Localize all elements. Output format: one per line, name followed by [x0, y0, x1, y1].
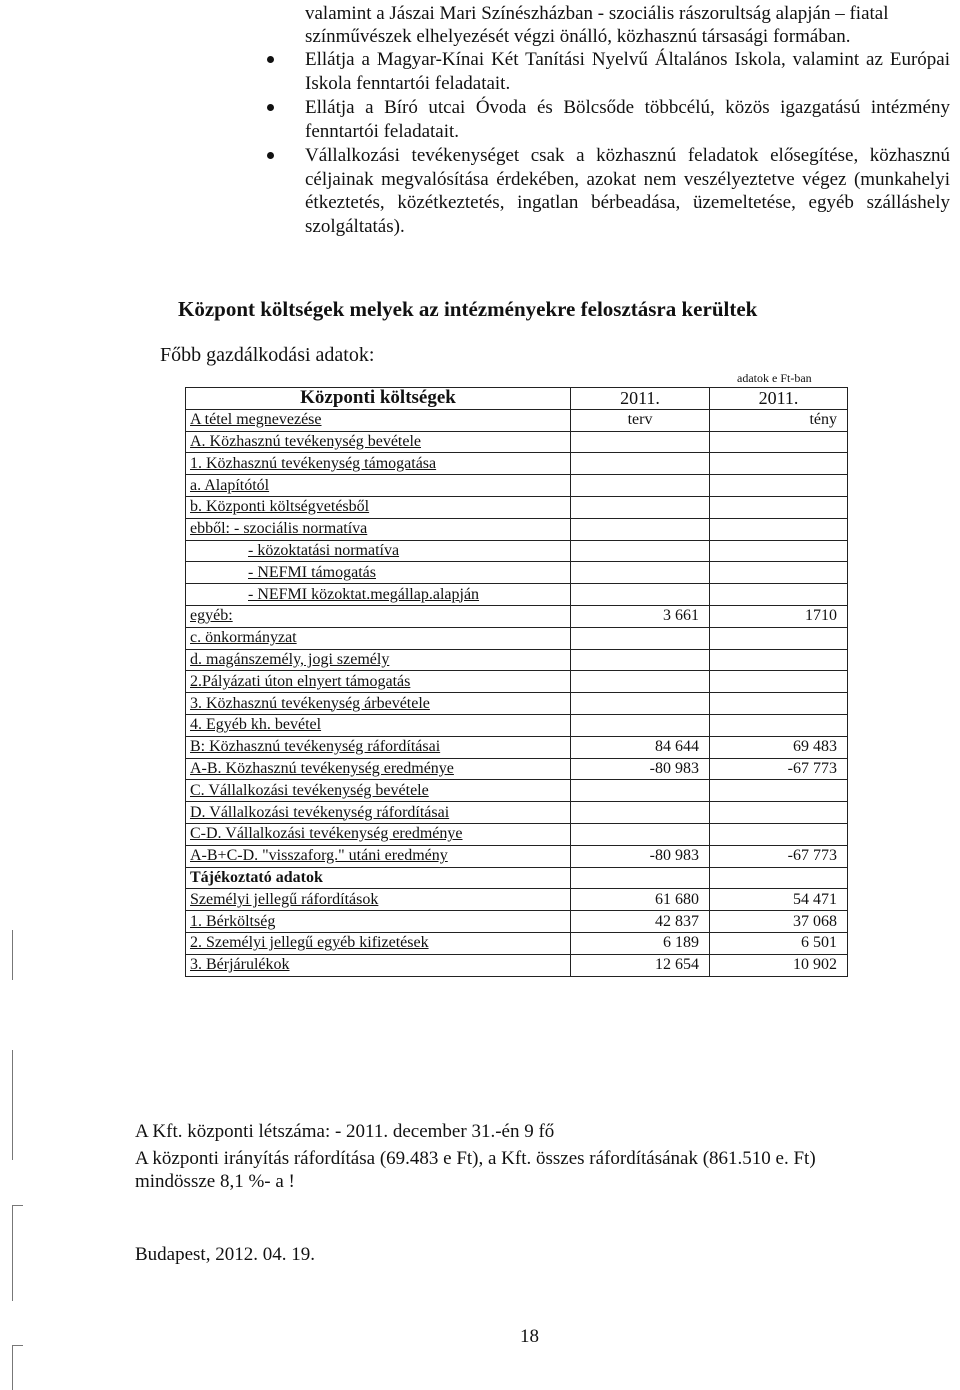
- row-label: Személyi jellegű ráfordítások: [186, 889, 571, 911]
- cost-note: A központi irányítás ráfordítása (69.483 e Ft), a Kft. összes ráfordításának (861.510 e. Ft): [135, 1148, 816, 1169]
- actual-value: -67 773: [710, 845, 848, 867]
- plan-value: [571, 562, 710, 584]
- actual-value: [710, 627, 848, 649]
- table-row: [186, 496, 848, 518]
- row-label: A. Közhasznú tevékenység bevétele: [186, 431, 571, 453]
- row-label: d. magánszemély, jogi személy: [186, 649, 571, 671]
- plan-value: [571, 802, 710, 824]
- table-row: [186, 823, 848, 845]
- table-title: Központi költségek: [186, 388, 571, 410]
- item-header: A tétel megnevezése: [186, 409, 571, 431]
- scan-mark: [12, 1345, 23, 1390]
- row-label: - NEFMI támogatás: [186, 562, 571, 584]
- actual-value: 54 471: [710, 889, 848, 911]
- bullet-list: [262, 48, 950, 239]
- plan-value: [571, 649, 710, 671]
- date-line: Budapest, 2012. 04. 19.: [135, 1244, 315, 1265]
- table-row: [186, 932, 848, 954]
- plan-value: [571, 671, 710, 693]
- plan-value: [571, 584, 710, 606]
- table-row: [186, 627, 848, 649]
- actual-value: [710, 562, 848, 584]
- table-row: [186, 758, 848, 780]
- plan-value: [571, 496, 710, 518]
- bullet-icon: [267, 104, 274, 111]
- table-row: [186, 453, 848, 475]
- plan-value: [571, 693, 710, 715]
- plan-value: 3 661: [571, 605, 710, 627]
- table-row: [186, 649, 848, 671]
- actual-value: [710, 496, 848, 518]
- actual-value: 37 068: [710, 911, 848, 933]
- plan-value: -80 983: [571, 758, 710, 780]
- bullet-item: Vállalkozási tevékenységet csak a közhasznú feladatok elősegítése, közhasznú céljainak megvalósítása érdekében, azokat nem veszélyeztetve végez (munkahelyi étkeztetés, közétkeztetés, ingatlan bérbeadása, üzemeltetése, egyéb szálláshely szolgáltatás).: [262, 144, 950, 238]
- row-label: 2. Személyi jellegű egyéb kifizetések: [186, 932, 571, 954]
- actual-value: 10 902: [710, 954, 848, 976]
- actual-value: [710, 714, 848, 736]
- plan-value: 12 654: [571, 954, 710, 976]
- table-row: [186, 605, 848, 627]
- actual-value: 1710: [710, 605, 848, 627]
- row-label: D. Vállalkozási tevékenység ráfordításai: [186, 802, 571, 824]
- table-row: [186, 780, 848, 802]
- table-row: [186, 693, 848, 715]
- scan-mark: [12, 930, 13, 980]
- table-row: [186, 714, 848, 736]
- actual-value: [710, 649, 848, 671]
- actual-value: [710, 431, 848, 453]
- table-row: [186, 911, 848, 933]
- actual-value: [710, 671, 848, 693]
- plan-value: [571, 823, 710, 845]
- row-label: B: Közhasznú tevékenység ráfordításai: [186, 736, 571, 758]
- actual-value: [710, 780, 848, 802]
- row-label: A-B+C-D. "visszaforg." utáni eredmény: [186, 845, 571, 867]
- scan-mark: [12, 1205, 23, 1301]
- table-row: [186, 802, 848, 824]
- actual-value: [710, 802, 848, 824]
- page-number: 18: [520, 1326, 539, 1347]
- actual-value: [710, 584, 848, 606]
- row-label: C-D. Vállalkozási tevékenység eredménye: [186, 823, 571, 845]
- actual-value: [710, 867, 848, 889]
- row-label: 3. Közhasznú tevékenység árbevétele: [186, 693, 571, 715]
- table-row: [186, 475, 848, 497]
- table-row: [186, 540, 848, 562]
- bullet-item: Ellátja a Bíró utcai Óvoda és Bölcsőde többcélú, közös igazgatású intézmény fenntartói feladatait.: [262, 96, 950, 143]
- financial-table: [185, 387, 848, 977]
- table-row: [186, 867, 848, 889]
- section-subheading: Főbb gazdálkodási adatok:: [160, 344, 375, 366]
- table-row: [186, 671, 848, 693]
- row-label: 1. Bérköltség: [186, 911, 571, 933]
- plan-header: terv: [571, 409, 710, 431]
- bullet-icon: [267, 152, 274, 159]
- unit-note: adatok e Ft-ban: [737, 371, 812, 385]
- table-row: [186, 518, 848, 540]
- intro-continuation: valamint a Jászai Mari Színészházban - szociális rászorultság alapján – fiatal színművészek elhelyezését végzi önálló, közhasznú társasági formában.: [305, 3, 889, 47]
- table-row: [186, 736, 848, 758]
- table-header-row: [186, 388, 848, 410]
- actual-value: [710, 518, 848, 540]
- plan-value: -80 983: [571, 845, 710, 867]
- table-subheader-row: [186, 409, 848, 431]
- row-label: C. Vállalkozási tevékenység bevétele: [186, 780, 571, 802]
- plan-value: [571, 518, 710, 540]
- table-row: [186, 889, 848, 911]
- actual-value: [710, 540, 848, 562]
- table-row: [186, 431, 848, 453]
- actual-value: -67 773: [710, 758, 848, 780]
- staff-count-note: A Kft. központi létszáma: - 2011. december 31.-én 9 fő: [135, 1121, 555, 1142]
- actual-value: [710, 475, 848, 497]
- percent-note: mindössze 8,1 %- a !: [135, 1171, 295, 1192]
- plan-value: [571, 475, 710, 497]
- actual-header: tény: [710, 409, 848, 431]
- plan-value: [571, 431, 710, 453]
- row-label: egyéb:: [186, 605, 571, 627]
- actual-year-header: 2011.: [710, 388, 848, 410]
- row-label: A-B. Közhasznú tevékenység eredménye: [186, 758, 571, 780]
- plan-value: 42 837: [571, 911, 710, 933]
- row-label: b. Központi költségvetésből: [186, 496, 571, 518]
- table-row: [186, 584, 848, 606]
- scan-mark: [12, 1050, 13, 1160]
- row-label: - NEFMI közoktat.megállap.alapján: [186, 584, 571, 606]
- plan-value: [571, 867, 710, 889]
- plan-year-header: 2011.: [571, 388, 710, 410]
- financial-table-wrap: [185, 387, 847, 1011]
- plan-value: [571, 780, 710, 802]
- bullet-item: Ellátja a Magyar-Kínai Két Tanítási Nyelvű Általános Iskola, valamint az Európai Iskola fenntartói feladatait.: [262, 48, 950, 95]
- actual-value: 6 501: [710, 932, 848, 954]
- row-label: 2.Pályázati úton elnyert támogatás: [186, 671, 571, 693]
- row-label: a. Alapítótól: [186, 475, 571, 497]
- table-row: [186, 954, 848, 976]
- actual-value: 69 483: [710, 736, 848, 758]
- row-label: 4. Egyéb kh. bevétel: [186, 714, 571, 736]
- plan-value: [571, 627, 710, 649]
- actual-value: [710, 823, 848, 845]
- plan-value: [571, 453, 710, 475]
- table-row: [186, 562, 848, 584]
- row-label: 3. Bérjárulékok: [186, 954, 571, 976]
- plan-value: [571, 714, 710, 736]
- plan-value: [571, 540, 710, 562]
- row-label: Tájékoztató adatok: [186, 867, 571, 889]
- row-label: - közoktatási normatíva: [186, 540, 571, 562]
- bullet-icon: [267, 56, 274, 63]
- row-label: ebből: - szociális normatíva: [186, 518, 571, 540]
- row-label: c. önkormányzat: [186, 627, 571, 649]
- plan-value: 84 644: [571, 736, 710, 758]
- section-heading: Központ költségek melyek az intézményekre felosztásra kerültek: [178, 297, 758, 321]
- plan-value: 6 189: [571, 932, 710, 954]
- row-label: 1. Közhasznú tevékenység támogatása: [186, 453, 571, 475]
- actual-value: [710, 693, 848, 715]
- plan-value: 61 680: [571, 889, 710, 911]
- actual-value: [710, 453, 848, 475]
- table-row: [186, 845, 848, 867]
